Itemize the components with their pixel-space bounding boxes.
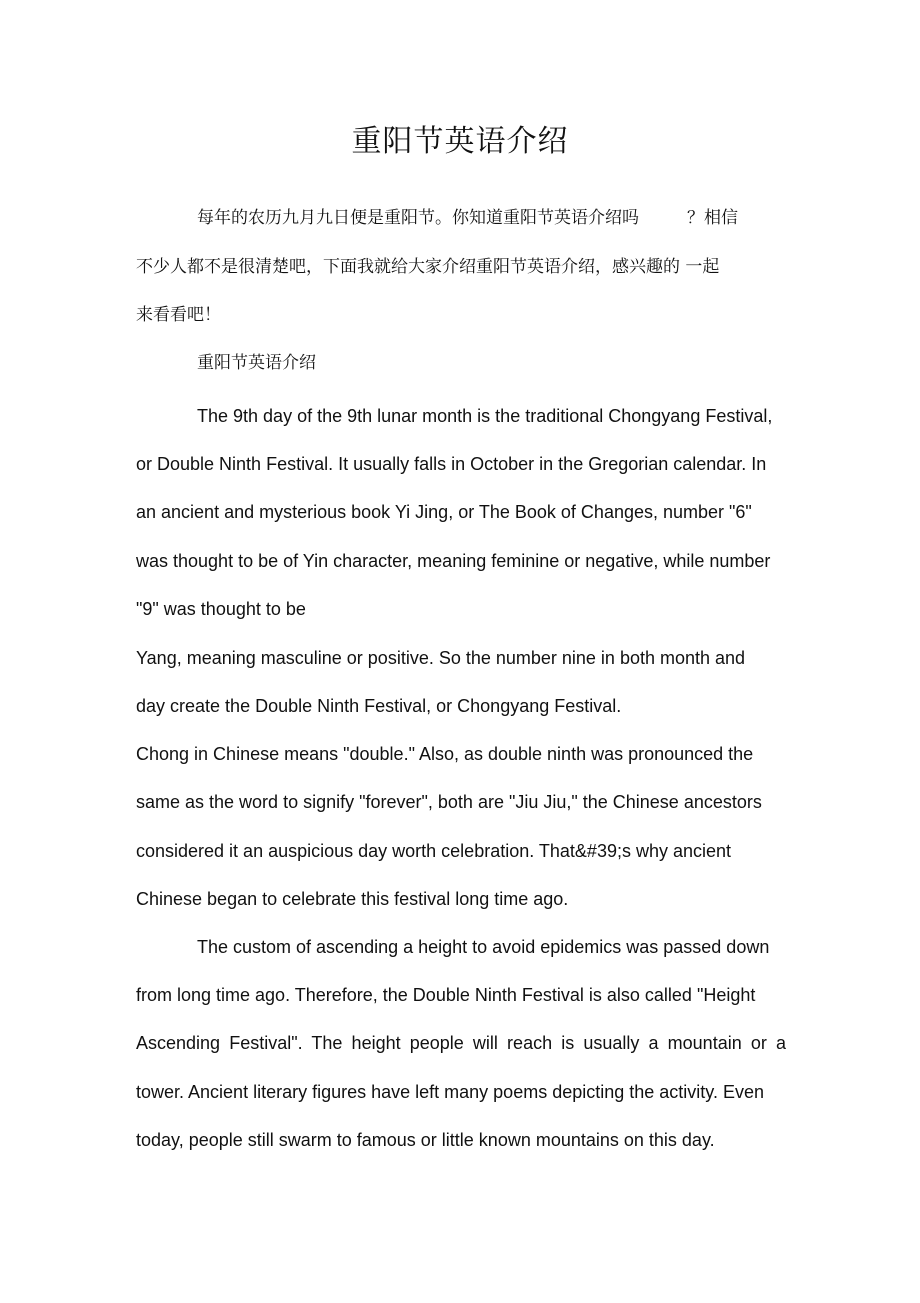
intro-text: 每年的农历九月九日便是重阳节。你知道重阳节英语介绍吗	[197, 208, 639, 228]
body-line: from long time ago. Therefore, the Double Ninth Festival is also called "Height	[136, 985, 756, 1005]
body-line: was thought to be of Yin character, meaning feminine or negative, while number	[136, 551, 771, 571]
body-line: Chinese began to celebrate this festival long time ago.	[136, 889, 569, 909]
body-line: "9" was thought to be	[136, 599, 306, 619]
section-heading: 重阳节英语介绍	[197, 353, 316, 373]
body-line: Ascending Festival". The height people will reach is usually a mountain or a	[136, 1033, 786, 1053]
body-line: Chong in Chinese means "double." Also, as double ninth was pronounced the	[136, 744, 754, 764]
intro-line: 来看看吧！	[136, 305, 221, 325]
body-line: day create the Double Ninth Festival, or Chongyang Festival.	[136, 696, 622, 716]
body-line: The custom of ascending a height to avoid epidemics was passed down	[197, 937, 770, 957]
body-line: or Double Ninth Festival. It usually falls in October in the Gregorian calendar. In	[136, 454, 767, 474]
body-line: an ancient and mysterious book Yi Jing, or The Book of Changes, number "6"	[136, 502, 752, 522]
intro-line: 不少人都不是很清楚吧，下面我就给大家介绍重阳节英语介绍，感兴趣的 一起	[136, 257, 720, 277]
body-line: today, people still swarm to famous or little known mountains on this day.	[136, 1130, 715, 1150]
body-line: The 9th day of the 9th lunar month is the traditional Chongyang Festival,	[197, 406, 773, 426]
body-line: Yang, meaning masculine or positive. So the number nine in both month and	[136, 648, 746, 668]
document-title: 重阳节英语介绍	[351, 124, 569, 159]
intro-text: ？相信	[687, 208, 738, 228]
body-line: tower. Ancient literary figures have left many poems depicting the activity. Even	[136, 1082, 764, 1102]
body-line: same as the word to signify "forever", both are "Jiu Jiu," the Chinese ancestors	[136, 792, 762, 812]
intro-line	[197, 206, 787, 230]
body-line: considered it an auspicious day worth celebration. That&#39;s why ancient	[136, 841, 732, 861]
